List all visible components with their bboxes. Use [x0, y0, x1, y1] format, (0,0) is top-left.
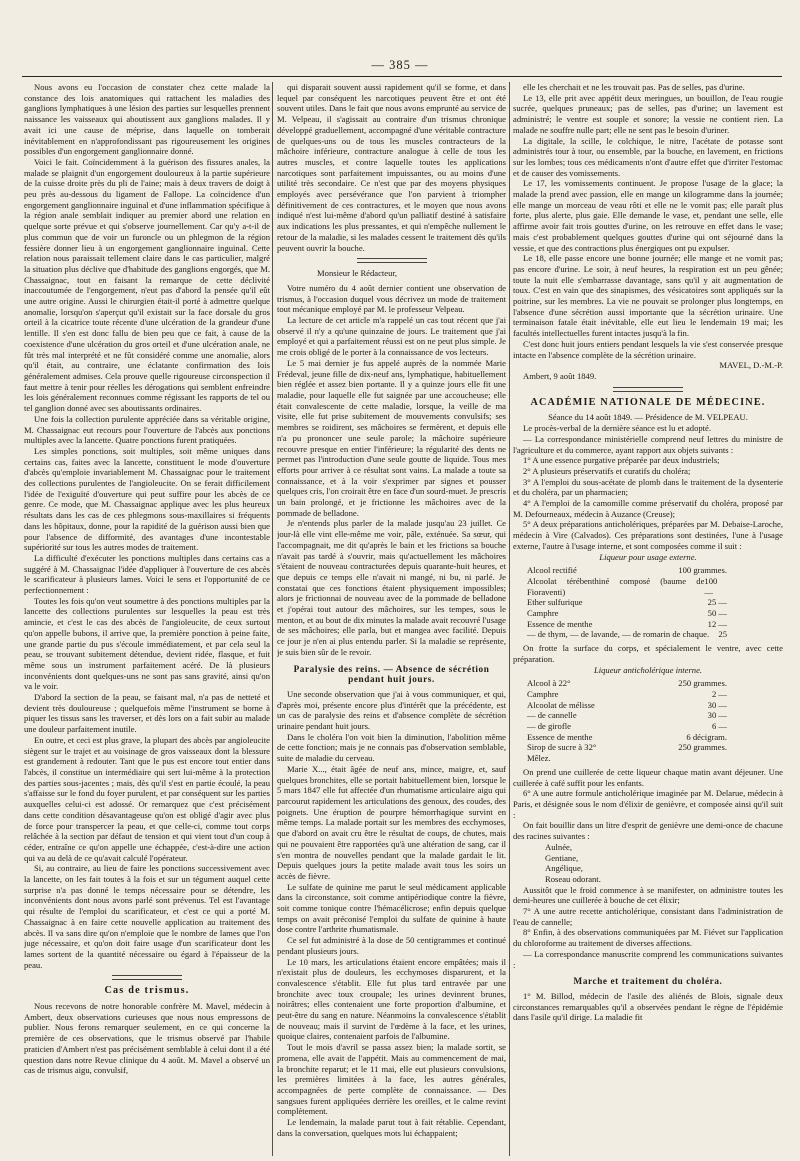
ingredient-unit: décigram.	[692, 731, 727, 742]
recipe-row	[527, 710, 727, 721]
ingredient-name: — de cannelle	[527, 710, 577, 721]
dateline: Ambert, 9 août 1849.	[523, 370, 597, 381]
recipe-row	[527, 565, 727, 576]
paragraph: Le sulfate de quinine me parut le seul médicament applicable dans la circonstance, soit comme antipériodique contre la fièvre, soit comme tonique contre l'hémacélicrose; enfin depuis quelque temps on avait préconisé l'emploi du sulfate de quinine à haute dose contre l'arthrite rhumatismale.	[277, 881, 506, 935]
root-item: Angélique,	[545, 863, 583, 874]
section-separator	[613, 387, 683, 392]
ingredient-qty: 30	[707, 710, 717, 721]
ingredient-unit: —	[718, 608, 727, 619]
paragraph: 5° A deux préparations anticholériques, préparées par M. Debaise-Laroche, médecin à Vire (Calvados). Ces préparations sont destinées, l'une à l'usage externe, l'autre à l'usage interne, et sont composées comme il suit :	[513, 519, 783, 551]
column-1	[24, 82, 270, 1157]
recipe-title: Liqueur pour usage externe.	[599, 551, 697, 562]
section-heading-cholera: Marche et traitement du choléra.	[573, 976, 723, 987]
paragraph: 7° A une autre recette anticholérique, consistant dans l'administration de l'eau de cannelle;	[513, 906, 783, 927]
section-heading-trismus: Cas de trismus.	[104, 985, 190, 997]
section-separator	[112, 975, 182, 980]
paragraph: Le 17, les vomissements continuent. Je propose l'usage de la glace; la malade la prend avec passion, elle en mange un kilogramme dans la journée; elle mange un morceau de veau rôti et elle ne le vomit pas; elle paraît plus forte, plus alerte, plus gaie. Elle demande le vase, et, pendant une selle, elle affirme avoir fait trois gouttes d'urine, on les retrouve en effet dans le vase; mais c'est probablement quelques gouttes d'urine qui ont séjourné dans la vessie, et que des contractions plus énergiques ont pu expulser.	[513, 178, 783, 253]
recipe-internal	[527, 678, 783, 764]
ingredient-unit: —	[718, 710, 727, 721]
paragraph: 2° A plusieurs préservatifs et curatifs du choléra;	[523, 465, 691, 476]
recipe-row	[527, 576, 727, 597]
paragraph: — La correspondance ministérielle comprend neuf lettres du ministre de l'agriculture et du commerce, ayant rapport aux objets suivants :	[513, 433, 783, 455]
paragraph: Toutes les fois qu'on veut soumettre à des ponctions multiples par la lancette des collections purulentes sur lesquelles la peau est très amincie, et c'est le cas des abcès de l'angioleucite, de ceux surtout qu'on appelle bubons, il arrive que, la première ponction à peine faite, une grande partie du pus s'écoule immédiatement, et par cela seul la peau, se trouvant subitement détendue, devient ridée, flasque, et fuit même sous un instrument parfaitement acéré. De là plusieurs inconvénients dont quelques-uns ne sont pas sans gravité, ainsi qu'on va le voir.	[24, 595, 270, 692]
paragraph: C'est donc huit jours entiers pendant lesquels la vie s'est conservée presque intacte en l'absence complète de la sécrétion urinaire.	[513, 338, 783, 360]
ingredient-qty: 6	[686, 731, 691, 742]
paragraph: La digitale, la scille, le colchique, le nitre, l'acétate de potasse sont administrés tour à tour, ou ensemble, par la bouche, en lavement, en frictions sur les lombes; tous ces médicaments n'ont d'autre effet que d'irriter l'estomac et de causer des vomissements.	[513, 135, 783, 178]
root-item: Aulnée,	[545, 841, 572, 852]
ingredient-name: Alcoolat de mélisse	[527, 699, 595, 710]
paragraph: 4° A l'emploi de la camomille comme préservatif du choléra, proposé par M. Defourneaux, médecin à Auzance (Creuse);	[513, 498, 783, 519]
paragraph: qui disparait souvent aussi rapidement qu'il se forme, et dans lequel par conséquent les narcotiques peuvent être et ont été souvent utiles. Dans le fait que nous avons emprunté au service de M. Velpeau, il s'agissait au contraire d'un trismus chronique développé graduellement, accompagné d'une véritable contracture de quelques-uns ou de tous les muscles contracteurs de la mâchoire inférieure, contracture analogue à celle de tous les autres muscles, et contre laquelle toutes les applications narcotiques sont parfaitement impuissantes, ou au moins d'une utilité très secondaire. Ce n'est que par des moyens physiques employés avec persévérance que l'on parvient à triompher définitivement de ces contractures, et le moyen que nous avons indiqué n'est lui-même d'abord qu'un palliatif destiné à satisfaire aux indications les plus pressantes, et qui n'empêche nullement le retour de la maladie, si les malades cessent le traitement dès qu'ils peuvent ouvrir la bouche.	[277, 82, 506, 253]
section-separator	[357, 258, 427, 263]
paragraph: 8° Enfin, à des observations communiquées par M. Fiévet sur l'application du chloroforme au traitement de diverses affections.	[513, 927, 783, 949]
paragraph: Nous recevons de notre honorable confrère M. Mavel, médecin à Ambert, deux observations curieuses que nous nous empressons de publier. Nous ferons remarquer seulement, en ce qui concerne la première de ces observations, que le trismus observé par l'habile praticien d'Ambert n'est pas précisément semblable à celui dont il a été question dans notre Revue clinique du 4 août. M. Mavel a observé un cas de trismus aigu, convulsif,	[24, 1001, 270, 1076]
column-3	[513, 82, 783, 1157]
paragraph: On fait bouillir dans un litre d'esprit de genièvre une demi-once de chacune des racines suivantes :	[513, 820, 783, 842]
ingredient-unit: —	[718, 688, 727, 699]
ingredient-unit: —	[718, 721, 727, 732]
paragraph: Tout le mois d'avril se passa assez bien; la malade sortit, se promena, elle avait de l'appétit. Mais au commencement de mai, la bronchite reparut; et le 11 mai, elle eut plusieurs convulsions, les premières limitées à la face, les autres générales, accompagnées de perte complète de connaissance. — Des sangsues furent appliquées derrière les oreilles, et le calme revint complètement.	[277, 1042, 506, 1117]
session-line: Séance du 14 août 1849. — Présidence de M. VELPEAU.	[548, 412, 748, 423]
recipe-row	[527, 721, 727, 732]
recipe-row	[527, 597, 727, 608]
ingredient-qty: 6	[711, 721, 717, 732]
ingredient-name: Alcool rectifié	[527, 565, 577, 576]
paragraph: La difficulté d'exécuter les ponctions multiples dans certains cas a suggéré à M. Chassaignac l'idée d'appliquer à l'ouverture de ces abcès le scarificateur à plusieurs lames. Voici le sens et l'opportunité de ce perfectionnement :	[24, 552, 270, 596]
paragraph: Une seconde observation que j'ai à vous communiquer, et qui, d'après moi, présente encore plus d'intérêt que la précédente, est un cas de paralysie des reins et d'absence complète de sécrétion urinaire pendant huit jours.	[277, 688, 506, 732]
paragraph: Une fois la collection purulente appréciée dans sa véritable origine, M. Chassaignac eut recours pour l'ouverture de l'abcès aux ponctions multiples avec la lancette. Quatre ponctions furent pratiquées.	[24, 413, 270, 446]
column-divider	[509, 82, 510, 1156]
recipe-row	[527, 700, 727, 711]
ingredient-name: Mêlez.	[527, 753, 551, 764]
ingredient-qty: 25	[707, 597, 717, 608]
column-2	[277, 82, 506, 1157]
ingredient-name: — de thym	[527, 629, 566, 640]
paragraph: Le procès-verbal de la dernière séance est lu et adopté.	[523, 423, 712, 434]
group-suffix: de chaque.	[672, 629, 710, 640]
ingredient-name: — de lavande	[569, 629, 618, 640]
paragraph: La lecture de cet article m'a rappelé un cas tout récent que j'ai observé il n'y a qu'une quinzaine de jours. Le traitement que j'ai employé et qui a parfaitement réussi est on ne peut plus simple. Je me crois obligé de le porter à la connaissance de vos lecteurs.	[277, 315, 506, 358]
paragraph: On frotte la surface du corps, et spécialement le ventre, avec cette préparation.	[513, 643, 783, 664]
recipe-group: — de thym, — de lavande, — de romarin de chaque. 25	[527, 629, 727, 640]
paragraph: Le 10 mars, les articulations étaient encore empâtées; mais il n'existait plus de douleurs, les ecchymoses disparurent, et la convalescence s'établit. Elle fut plus tard entravée par une bronchite avec toux croupale; les urines devinrent brunes, noirâtres; elles contenaient une forte proportion d'albumine, et peut-être du sang en nature. Néanmoins la convalescence s'établit de nouveau; mais il survint de l'œdème à la face, et les urines, quoique claires, contenaient parfois de l'albumine.	[277, 956, 506, 1042]
ingredient-qty: 2	[711, 688, 717, 699]
paragraph: Voici le fait. Coïncidemment à la guérison des fissures anales, la malade se plaignit d'un engorgement douloureux à la partie supérieure de la cuisse droite près du pli de l'aine; mais à deux travers de doigt à peu près au-dessous du ligament de Fallope. La coïncidence d'un engorgement ganglionnaire inguinal et d'une inflammation spécifique à la région anale semblait indiquer au premier abord une relation en quelque sorte prévue et qui s'observe journellement. Car qu'y a-t-il de plus commun que de voir un furoncle ou un phlegmon de la région fessière donner lieu à un engorgement ganglionnaire inguinal. Cette relation nous paraissait tellement claire dans le cas particulier, malgré la situation plus déclive que d'habitude des ganglions engorgés, que M. Chassaignac, tout en faisant la remarque de cette déclivité inaccoutumée de l'engorgement, n'eut pas d'abord la pensée qu'il eût une autre origine. Aussi le chirurgien était-il porté à admettre quelque anomalie, lorsqu'on s'aperçut qu'il existait sur la face dorsale du gros orteil à la cicatrice toute récente d'une ulcération de la grandeur d'une lentille. Il s'en est donc fallu de bien peu que ce fait, à cause de la coexistence d'une ulcération du gros orteil et d'une ulcération anale, ne fût très mal interprété et ne fût considéré comme une anomalie, alors qu'il était, au contraire, une éclatante confirmation des lois généralement admises. Cela prouve quelle rigoureuse circonspection il faut mettre à tenir pour réelles les dérogations qui semblent enfreindre les lois généralement reconnues comme régissant les rapports de tel ou tel ganglion donné avec ses aboutissants ordinaires.	[24, 156, 270, 414]
paragraph: Ce sel fut administré à la dose de 50 centigrammes et continué pendant plusieurs jours.	[277, 935, 506, 956]
recipe-row	[527, 742, 727, 753]
ingredient-name: — de girofle	[527, 721, 571, 732]
ingredient-qty: 25	[718, 629, 727, 640]
paragraph: elle les cherchait et ne les trouvait pas. Pas de selles, pas d'urine.	[523, 82, 745, 92]
ingredient-name: — de romarin	[622, 629, 671, 640]
recipe-external	[527, 565, 783, 640]
ingredient-name: Sirop de sucre à 32°	[527, 742, 597, 753]
ingredient-name: Camphre	[527, 608, 559, 619]
paragraph: Nous avons eu l'occasion de constater chez cette malade la constance des lois anatomiques qui rattachent les maladies des ganglions lymphatiques à une lésion des parties sur lesquelles prennent naissance les vaisseaux qui aboutissent aux ganglions malades. Il y avait ici une cause de méprise, dans laquelle on tomberait inévitablement en n'approfondissant pas rigoureusement les origines possibles d'un engorgement ganglionnaire donné.	[24, 82, 270, 157]
ingredient-qty: 50	[707, 608, 717, 619]
recipe-row	[527, 753, 727, 764]
page-number: — 385 —	[371, 58, 429, 72]
column-divider	[272, 82, 273, 1156]
paragraph: Le 13, elle prit avec appétit deux meringues, un bouillon, de l'eau rougie sucrée, quelques pruneaux; pas de selles, pas d'urine; un lavement est administré; le ventre est souple et sonore; la vessie ne contient rien. La malade ne souffre nulle part; elle ne sent pas le besoin d'uriner.	[513, 92, 783, 135]
paragraph: En outre, et ceci est plus grave, la plupart des abcès par angioleucite siègent sur le trajet et au voisinage de gros vaisseaux dont la blessure est grandement à redouter. Tant que le pus est encore tout entier dans l'abcès, il constitue un intermédiaire qui sert lui-même à la protection des parties sous-jacentes ; mais, dès qu'il s'est en partie écoulé, la peau s'affaisse sur le fond du foyer purulent, et par conséquent sur les parties auxquelles celui-ci est adossé. Or remarquez que c'est précisément dans cette condition désavantageuse qu'on est obligé d'agir avec plus de force pour transpercer la peau, et que celle-ci, comme tout corps relâchée à la section par défaut de tension et qui vient tout d'un coup à céder, entraîne ce qu'on appelle une échappée, c'est-à-dire une action qui va au delà de ce qu'avait calculé l'opérateur.	[24, 734, 270, 863]
ingredient-unit: —	[704, 586, 713, 597]
paragraph: 6° A une autre formule anticholérique imaginée par M. Delarue, médecin à Paris, et désignée sous le nom d'élixir de genièvre, et composée ainsi qu'il suit :	[513, 788, 783, 820]
ingredient-name: Essence de menthe	[527, 618, 593, 629]
recipe-row	[527, 732, 727, 743]
ingredient-unit: —	[718, 597, 727, 608]
paragraph: Les simples ponctions, soit multiples, soit même uniques dans certains cas, faites avec la lancette, constituent le mode d'ouverture d'abcès qu'emploie invariablement M. Chassaignac pour le traitement des collections purulentes de l'angioleucite. On se ferait difficilement l'idée de l'exiguïté d'ouverture qui peut suffire pour les abcès de ce genre. Ce mode, que M. Chassaignac applique avec les plus heureux résultats dans les cas de ces phlegmons sous-maxillaires si fréquents dans les hôpitaux, donne, pour la rapidité de la guérison aussi bien que pour l'absence de difformité, des avantages d'une incontestable supériorité sur tous les autres modes de traitement.	[24, 445, 270, 553]
root-item: Roseau odorant.	[545, 873, 601, 884]
ingredient-name: Alcoolat térébenthiné composé (baume de Fioraventi)	[527, 575, 705, 597]
ingredient-name: Camphre	[527, 688, 559, 699]
paragraph: Votre numéro du 4 août dernier contient une observation de trismus, à l'occasion duquel vous décrivez un mode de traitement tout mécanique employé par M. le professeur Velpeau.	[277, 282, 506, 315]
paragraph: Dans le choléra l'on voit bien la diminution, l'abolition même de cette fonction; mais je ne connais pas d'observation semblable, suite de maladie du cerveau.	[277, 731, 506, 764]
paragraph: Le 18, elle passe encore une bonne journée; elle mange et ne vomit pas; pas encore d'urine. Le soir, à neuf heures, la respiration est un peu gênée; toute la nuit elle s'embarrasse davantage, sans qu'il y ait augmentation de toux. C'est en vain que des sinapismes, des vésicatoires sont appliqués sur la poitrine, sur les membres. La vie ne pouvait se prolonger plus longtemps, en l'absence d'une sécrétion aussi importante que la sécrétion urinaire. Une terminaison fatale était inévitable, elle eut lieu le lendemain 19 mai; les facultés intellectuelles furent intactes jusqu'à la fin.	[513, 253, 783, 339]
paragraph: Le 5 mai dernier je fus appelé auprès de la nommée Marie Frédeval, jeune fille de dix-neuf ans, lymphatique, habituellement bien réglée et assez bien portante. Il y a quinze jours elle fit une maladie, pour laquelle elle fut saignée par une accoucheuse; elle était convalescente de cette maladie, lorsque, la veille de ma visite, elle fut prise subitement de mouvements convulsifs; ses membres se roidirent, ses mâchoires se fermèrent, et depuis elle n'a pu prononcer une seule parole; la mâchoire supérieure recouvre presque en entier l'inférieure; la régularité des dents ne permet pas l'introduction d'une seule goutte de liquide. Tous mes efforts pour arriver à ce résultat sont vains. La malade a toute sa connaissance, et à la voir s'exprimer par signes et pousser quelques cris, l'on croirait être en face d'un sourd-muet. Je prescris un bain prolongé, et je frictionne les mâchoires avec de la pommade de belladone.	[277, 357, 506, 518]
paragraph: 1° M. Billod, médecin de l'asile des aliénés de Blois, signale deux circonstances remarquables qu'il a observées pendant le règne de l'épidémie dans l'asile qu'il dirige. La maladie fit	[513, 990, 783, 1023]
signature: MAVEL, D.-M.-P.	[719, 360, 783, 371]
ingredient-qty: 250	[678, 678, 692, 689]
paragraph: Aussitôt que le froid commence à se manifester, on administre toutes les demi-heures une cuillerée à bouche de cet élixir;	[513, 884, 783, 906]
ingredient-unit: —	[718, 618, 727, 629]
recipe-title: Liqueur anticholérique interne.	[593, 664, 703, 675]
ingredient-qty: 100	[704, 575, 718, 586]
ingredient-qty: 12	[707, 618, 717, 629]
paragraph: 1° A une essence purgative préparée par deux industriels;	[523, 455, 720, 466]
letter-salutation: Monsieur le Rédacteur,	[317, 268, 398, 279]
paragraph: Le lendemain, la malade parut tout à fait rétablie. Cependant, dans la conversation, quelques mots lui échappaient;	[277, 1117, 506, 1138]
header-rule	[22, 76, 782, 77]
ingredient-unit: —	[718, 699, 727, 710]
root-item: Gentiane,	[545, 852, 579, 863]
ingredient-unit: grammes.	[693, 678, 727, 689]
paragraph: On prend une cuillerée de cette liqueur chaque matin avant déjeuner. Une cuillerée à café suffit pour les enfants.	[513, 766, 783, 788]
ingredient-name: Essence de menthe	[527, 731, 593, 742]
section-heading-academie: ACADÉMIE NATIONALE DE MÉDECINE.	[530, 396, 766, 408]
paragraph: Marie X..., était âgée de neuf ans, mince, maigre, et, sauf quelques bronchites, elle se portait habituellement bien, lorsque le 5 mars 1847 elle fut affectée d'un rhumatisme articulaire aigu qui parcourut rapidement les articulations des genoux, des coudes, des poignets. Une éruption de pourpre hémorrhagique survint en même temps. La malade portait sur les membres des ecchymoses, que d'abord on avait cru être le résultat de coups, de chutes, mais qui ne pouvaient être rapportées qu'à une altération de sang, car il s'en montra de nouvelles pendant que la malade gardait le lit. Depuis quelques jours la petite malade avait tous les soirs un accès de fièvre.	[277, 763, 506, 881]
recipe-row	[527, 619, 727, 630]
ingredient-qty: 250	[678, 742, 692, 753]
recipe-row	[527, 678, 727, 689]
paragraph: Je n'entends plus parler de la malade jusqu'au 23 juillet. Ce jour-là elle vint elle-même me voir, pâle, exténuée. Sa sœur, qui l'accompagnait, me dit qu'après le bain et les frictions sa bouche n'avait pas tardé à s'ouvrir, mais qu'actuellement les mâchoires s'étaient de nouveau contracturées depuis quarante-huit heures, et que depuis ce temps elle n'avait ni mangé, ni bu, ni parlé. Je constatai que ces fonctions étaient physiquement impossibles; alors je frictionnai de nouveau avec de la pommade de belladone et j'opérai tout autour des mâchoires, sur les tempes, sous le menton, et au bout de dix minutes la malade avait recouvré l'usage de ses mâchoires; elle parla, but et mangea avec facilité. Depuis ce jour je n'en ai plus entendu parler. Si la maladie se représente, je suis bien sûr de le revoir.	[277, 518, 506, 657]
recipe-row	[527, 608, 727, 619]
section-heading-paralysie: Paralysie des reins. — Absence de sécrétion pendant huit jours.	[293, 663, 490, 685]
paragraph: — La correspondance manuscrite comprend les communications suivantes :	[513, 948, 783, 970]
recipe-row	[527, 689, 727, 700]
paragraph: D'abord la section de la peau, se faisant mal, n'a pas de netteté et devient très douloureuse ; quelquefois même l'instrument se borne à piquer les tissus sans les traverser, et dès lors on a fait subir au malade une douleur parfaitement inutile.	[24, 692, 270, 735]
paragraph: 3° A l'emploi du sous-acétate de plomb dans le traitement de la dysenterie et du choléra, par un pharmacien;	[513, 476, 783, 498]
ingredient-unit: grammes.	[693, 565, 727, 576]
ingredient-qty: 100	[678, 565, 692, 576]
paragraph: Si, au contraire, au lieu de faire les ponctions successivement avec la lancette, on les fait toutes à la fois et sur un tégument auquel cette surprise n'a pas donné le temps nécessaire pour se détendre, les inconvénients dont nous avons parlé sont prévenus. Tel est l'avantage qui résulte de l'emploi du scarificateur, et c'est ce qui a porté M. Chassaignac à en faire cette nouvelle application au traitement des abcès. Il va sans dire qu'on n'emploie que le nombre de lames que l'on juge nécessaire, et qu'on doit faire usage d'un scarificateur dont les lames sortent de la quantité nécessaire ou égard à l'épaisseur de la peau.	[24, 863, 270, 970]
ingredient-name: Ether sulfurique	[527, 597, 583, 608]
ingredient-unit: grammes.	[693, 742, 727, 753]
ingredient-qty: 30	[707, 699, 717, 710]
ingredient-name: Alcool à 22°	[527, 678, 571, 689]
